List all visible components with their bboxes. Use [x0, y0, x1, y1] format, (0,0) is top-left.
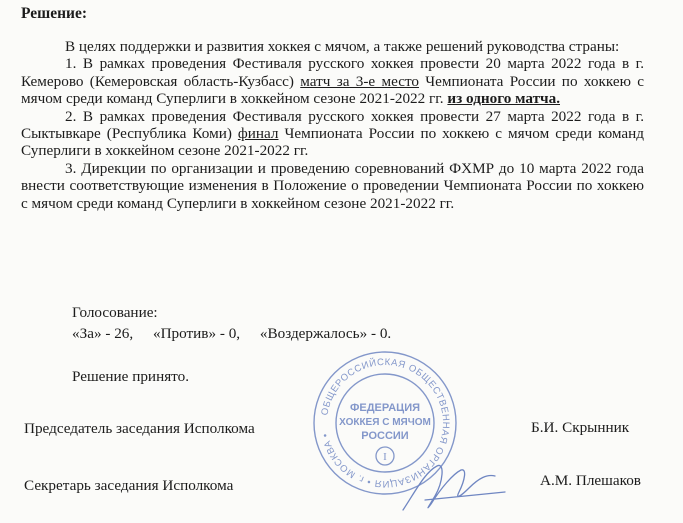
stamp-center-line3: РОССИИ	[361, 430, 409, 442]
item-1-single-match: из одного матча.	[447, 90, 560, 108]
decision-body	[21, 38, 644, 212]
item-1-match-underlined: матч за 3-е место	[300, 72, 419, 90]
item-1-text: 1. В рамках проведения Фестиваля русского хоккея провести 20 марта 2022 года в г. Кемерово (Кемеровская область-Кузбасс)	[21, 55, 644, 90]
stamp-ring-text: ОБЩЕРОССИЙСКАЯ ОБЩЕСТВЕННАЯ ОРГАНИЗАЦИЯ • г. МОСКВА •	[319, 356, 452, 490]
voting-results	[72, 323, 407, 344]
svg-text:I: I	[383, 451, 387, 463]
item-2-final-underlined: финал	[237, 125, 279, 143]
voting-label: Голосование:	[72, 304, 158, 321]
chair-role: Председатель заседания Исполкома	[24, 420, 255, 437]
stamp-center-line2: ХОККЕЯ С МЯЧОМ	[339, 417, 431, 428]
vote-against: «Против» - 0,	[152, 325, 241, 342]
decision-heading: Решение:	[21, 5, 88, 22]
item-1	[21, 55, 644, 107]
intro-paragraph: В целях поддержки и развития хоккея с мячом, а также решений руководства страны:	[65, 38, 620, 55]
vote-for: «За» - 26,	[72, 325, 134, 342]
secretary-name: А.М. Плешаков	[540, 472, 641, 489]
vote-abstained: «Воздержалось» - 0.	[259, 325, 392, 342]
chair-name: Б.И. Скрынник	[531, 419, 630, 436]
item-3: 3. Дирекции по организации и проведению соревнований ФХМР до 10 марта 2022 года внести соответствующие изменения в Положение о проведении Чемпионата России по хоккею с мячом среди команд Суперлиги в хоккейном сезоне 2021-2022 гг.	[21, 159, 644, 212]
item-2-text-cont: Чемпионата России по хоккею с мячом среди команд Суперлиги в хоккейном сезоне 2021-2022 гг.	[21, 125, 644, 160]
item-2-text: 2. В рамках проведения Фестиваля русского хоккея провести 27 марта 2022 года в г. Сыктывкаре (Республика Коми)	[21, 107, 644, 143]
stamp-center-line1: ФЕДЕРАЦИЯ	[349, 402, 421, 414]
secretary-signature	[395, 452, 515, 522]
item-1-text-cont: Чемпионата России по хоккею с мячом среди команд Суперлиги в хоккейном сезоне 2021-2022 гг.	[21, 72, 644, 108]
secretary-role: Секретарь заседания Исполкома	[24, 477, 234, 494]
decision-adopted: Решение принято.	[72, 368, 190, 385]
voting-block	[72, 302, 407, 344]
item-2	[21, 108, 644, 160]
